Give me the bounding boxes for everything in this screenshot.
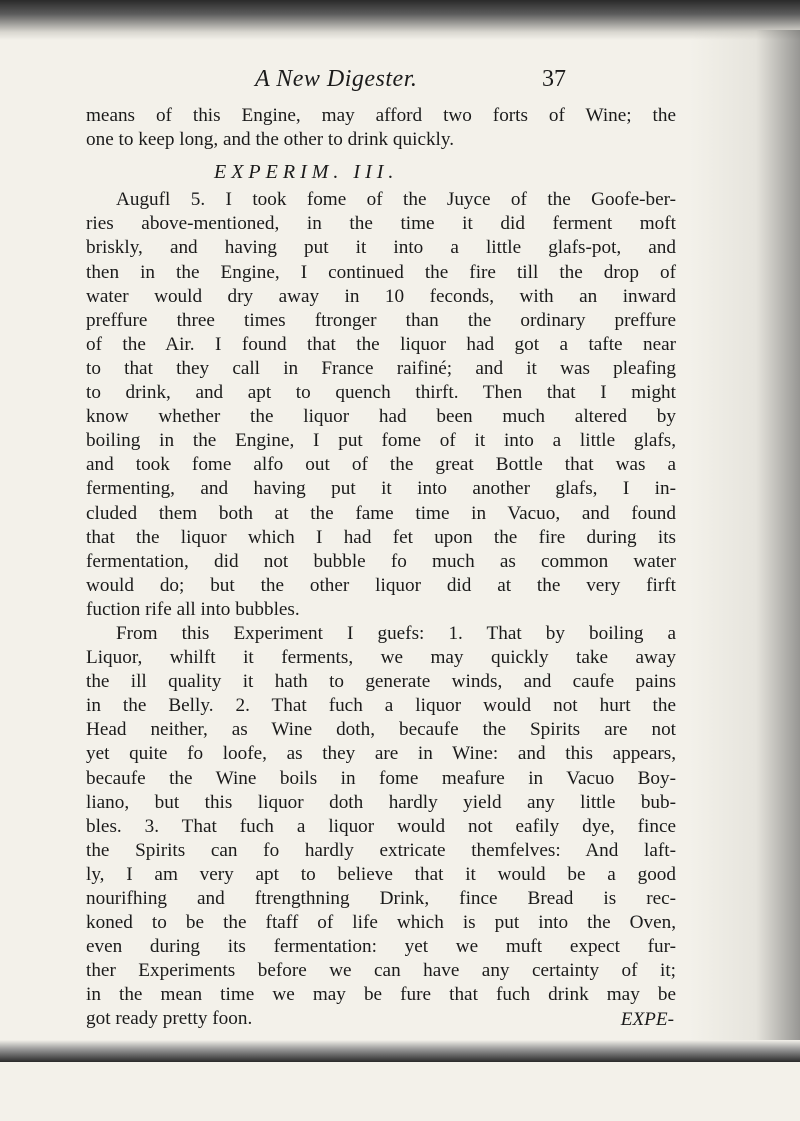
text-line: and took fome alfo out of the great Bottle that was a	[86, 454, 676, 476]
text-line: in the mean time we may be fure that fuch drink may be	[86, 984, 676, 1006]
text-line: boiling in the Engine, I put fome of it into a little glafs,	[86, 430, 676, 452]
page-number: 37	[542, 66, 566, 92]
text-line: Head neither, as Wine doth, becaufe the Spirits are not	[86, 719, 676, 741]
text-line: Liquor, whilft it ferments, we may quickly take away	[86, 647, 676, 669]
text-line: the ill quality it hath to generate winds, and caufe pains	[86, 671, 676, 693]
text-line: ther Experiments before we can have any certainty of it;	[86, 960, 676, 982]
text-line: the Spirits can fo hardly extricate themfelves: And laft-	[86, 839, 676, 861]
text-line: koned to be the ftaff of life which is put into the Oven,	[86, 912, 676, 934]
text-line: would do; but the other liquor did at the very firft	[86, 574, 676, 596]
text-line: water would dry away in 10 feconds, with an inward	[86, 285, 676, 307]
text-line: bles. 3. That fuch a liquor would not eafily dye, fince	[86, 815, 676, 837]
text-line: ly, I am very apt to believe that it would be a good	[86, 863, 676, 885]
text-line: know whether the liquor had been much altered by	[86, 406, 676, 428]
scan-border-bottom	[0, 1040, 800, 1062]
text-line: fermentation, did not bubble fo much as common water	[86, 550, 676, 572]
text-line: means of this Engine, may afford two forts of Wine; the	[86, 105, 676, 126]
text-line: briskly, and having put it into a little glafs-pot, and	[86, 237, 676, 259]
text-line: nourifhing and ftrengthning Drink, fince Bread is rec-	[86, 888, 676, 909]
paragraph-conclusions	[86, 622, 676, 1032]
text-line: From this Experiment I guefs: 1. That by boiling a	[116, 622, 676, 644]
text-line: becaufe the Wine boils in fome meafure in Vacuo Boy-	[86, 767, 676, 789]
text-line: to that they call in France raifiné; and it was pleafing	[86, 357, 676, 379]
text-line: got ready pretty foon.	[86, 1008, 253, 1030]
text-line: in the Belly. 2. That fuch a liquor would not hurt the	[86, 695, 676, 717]
text-line: preffure three times ftronger than the ordinary preffure	[86, 309, 676, 331]
text-line: liano, but this liquor doth hardly yield any little bub-	[86, 791, 676, 813]
text-line: to drink, and apt to quench thirft. Then that I might	[86, 382, 676, 404]
text-line: yet quite fo loofe, as they are in Wine: and this appears,	[86, 743, 676, 765]
text-line: fuction rife all into bubbles.	[86, 598, 300, 620]
paragraph-experiment	[86, 188, 676, 622]
text-line: of the Air. I found that the liquor had got a tafte near	[86, 333, 676, 355]
text-line: fermenting, and having put it into another glafs, I in-	[86, 478, 676, 500]
scan-border-top	[0, 0, 800, 40]
page-body	[86, 104, 676, 1032]
text-line: then in the Engine, I continued the fire till the drop of	[86, 261, 676, 283]
section-heading: EXPERIM. III.	[214, 161, 399, 184]
text-line: one to keep long, and the other to drink quickly.	[86, 129, 455, 151]
text-line: ries above-mentioned, in the time it did ferment moft	[86, 213, 676, 235]
text-line: that the liquor which I had fet upon the fire during its	[86, 526, 676, 548]
intro-paragraph	[86, 104, 676, 152]
text-line: Augufl 5. I took fome of the Juyce of the Goofe-ber-	[116, 189, 676, 211]
text-line: cluded them both at the fame time in Vacuo, and found	[86, 502, 676, 524]
catchword: EXPE-	[620, 1008, 674, 1030]
page-edge-shadow	[690, 30, 800, 1060]
text-line: even during its fermentation: yet we muft expect fur-	[86, 936, 676, 958]
running-head: A New Digester.	[255, 66, 418, 92]
page-header	[0, 66, 800, 98]
